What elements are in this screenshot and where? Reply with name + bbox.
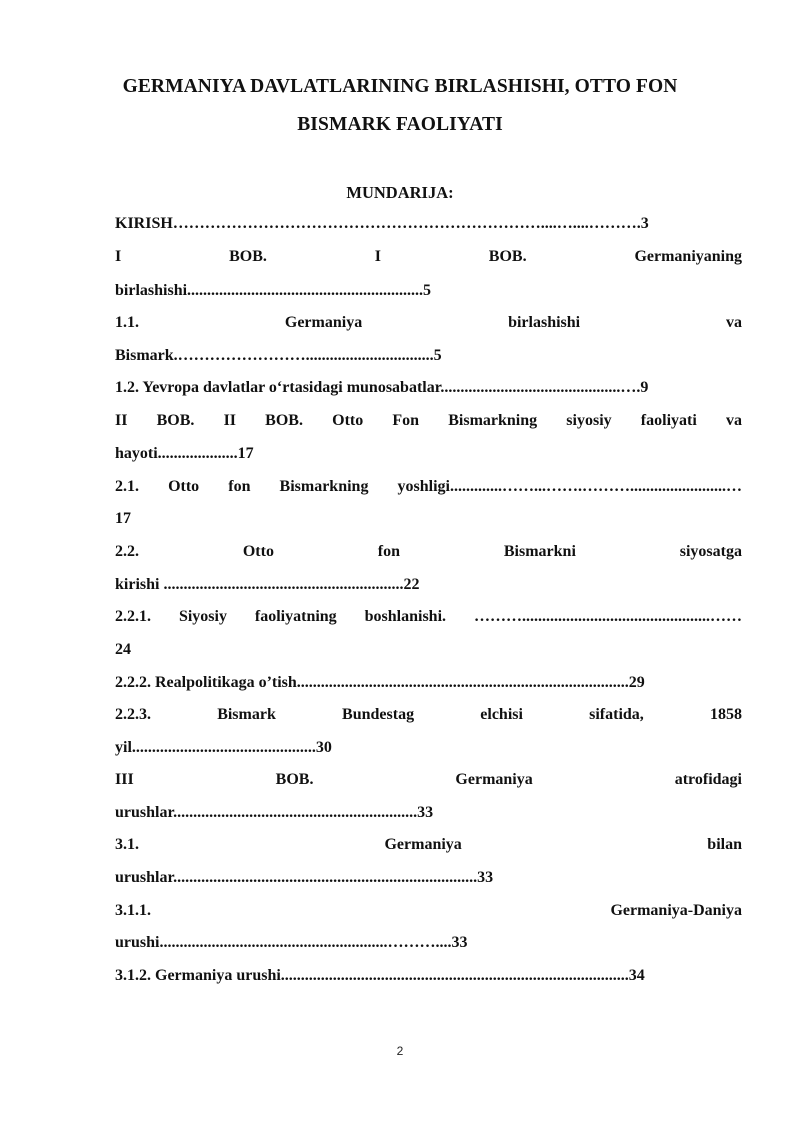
toc-entry-3-1-2: 3.1.2. Germaniya urushi.......................................................................................34 xyxy=(115,967,645,984)
document-title-line-1: GERMANIYA DAVLATLARINING BIRLASHISHI, OTTO FON xyxy=(122,76,678,97)
toc-entry-chapter-2 xyxy=(115,410,742,432)
toc-entry-2-2-2: 2.2.2. Realpolitikaga o’tish...................................................................................29 xyxy=(115,674,645,691)
toc-word: BOB. xyxy=(156,412,195,429)
toc-word: ………...............................................…… xyxy=(473,608,742,625)
toc-word: Germaniya xyxy=(455,771,533,788)
toc-entry-1-1 xyxy=(115,312,742,334)
toc-word: Otto xyxy=(168,478,200,495)
toc-word: siyosiy xyxy=(566,412,612,429)
toc-word: Bismarkni xyxy=(503,543,576,560)
toc-entry-2-2-1-cont: 24 xyxy=(115,641,131,658)
toc-word: yoshligi.............……...…….………........................… xyxy=(397,478,742,495)
toc-word: fon xyxy=(377,543,401,560)
toc-word: Germaniya xyxy=(384,836,462,853)
toc-word: Germaniyaning xyxy=(634,248,742,265)
toc-entry-2-2-3-cont: yil..............................................30 xyxy=(115,739,332,756)
toc-word: BOB. xyxy=(265,412,303,429)
toc-word: Fon xyxy=(392,412,420,429)
toc-entry-1-2: 1.2. Yevropa davlatlar o‘rtasidagi munosabatlar.............................................….9 xyxy=(115,379,649,396)
toc-entry-3-1 xyxy=(115,834,742,856)
toc-heading: MUNDARIJA: xyxy=(346,183,454,202)
toc-entry-chapter-3 xyxy=(115,769,742,791)
toc-word: bilan xyxy=(707,836,742,853)
toc-entry-chapter-2-cont: hayoti....................17 xyxy=(115,445,254,462)
toc-word: I xyxy=(115,248,122,265)
document-title-line-2: BISMARK FAOLIYATI xyxy=(297,114,503,135)
page-number: 2 xyxy=(396,1044,404,1058)
toc-word: va xyxy=(725,412,742,429)
toc-word: 3.1. xyxy=(115,836,139,853)
toc-word: 2.1. xyxy=(115,478,139,495)
toc-word: BOB. xyxy=(488,248,527,265)
toc-word: Germaniya-Daniya xyxy=(610,902,742,919)
toc-word: sifatida, xyxy=(589,706,644,723)
toc-entry-2-1-cont: 17 xyxy=(115,510,131,527)
toc-word: 3.1.1. xyxy=(115,902,151,919)
toc-entry-kirish: KIRISH……………………………………………………………....…....……….3 xyxy=(115,215,649,232)
toc-entry-3-1-cont: urushlar............................................................................33 xyxy=(115,869,494,886)
toc-entry-chapter-1 xyxy=(115,246,742,268)
toc-entry-3-1-1-cont: urushi.........................................................………....33 xyxy=(115,934,468,951)
toc-word: I xyxy=(374,248,381,265)
toc-word: Bismarkning xyxy=(448,412,538,429)
toc-word: 2.2.1. xyxy=(115,608,151,625)
toc-entry-2-2-cont: kirishi ............................................................22 xyxy=(115,576,420,593)
toc-entry-2-2-3 xyxy=(115,704,742,726)
toc-word: Otto xyxy=(242,543,274,560)
toc-word: faoliyatning xyxy=(254,608,337,625)
toc-word: Bismark xyxy=(217,706,276,723)
toc-word: 1858 xyxy=(709,706,742,723)
toc-word: faoliyati xyxy=(640,412,697,429)
toc-entry-1-1-cont: Bismark.……………………................................5 xyxy=(115,347,442,364)
toc-entry-2-2-1 xyxy=(115,606,742,628)
toc-entry-chapter-3-cont: urushlar.............................................................33 xyxy=(115,804,434,821)
toc-entry-2-1 xyxy=(115,476,742,498)
toc-word: II xyxy=(223,412,237,429)
toc-word: Bismarkning xyxy=(279,478,369,495)
toc-entry-3-1-1 xyxy=(115,900,742,922)
toc-word: Bundestag xyxy=(342,706,415,723)
toc-word: Germaniya xyxy=(284,314,363,331)
toc-word: va xyxy=(725,314,742,331)
toc-word: birlashishi xyxy=(508,314,581,331)
toc-word: Siyosiy xyxy=(178,608,227,625)
toc-word: Otto xyxy=(332,412,364,429)
toc-word: elchisi xyxy=(480,706,523,723)
toc-word: siyosatga xyxy=(679,543,742,560)
toc-word: boshlanishi. xyxy=(364,608,447,625)
toc-word: 2.2. xyxy=(115,543,139,560)
toc-word: III xyxy=(115,771,134,788)
toc-entry-chapter-1-cont: birlashishi...........................................................5 xyxy=(115,282,432,299)
toc-word: atrofidagi xyxy=(674,771,742,788)
toc-word: fon xyxy=(228,478,251,495)
toc-word: BOB. xyxy=(229,248,267,265)
toc-word: 1.1. xyxy=(115,314,139,331)
toc-word: 2.2.3. xyxy=(115,706,151,723)
toc-entry-2-2 xyxy=(115,541,742,563)
toc-word: BOB. xyxy=(275,771,314,788)
toc-word: II xyxy=(115,412,128,429)
